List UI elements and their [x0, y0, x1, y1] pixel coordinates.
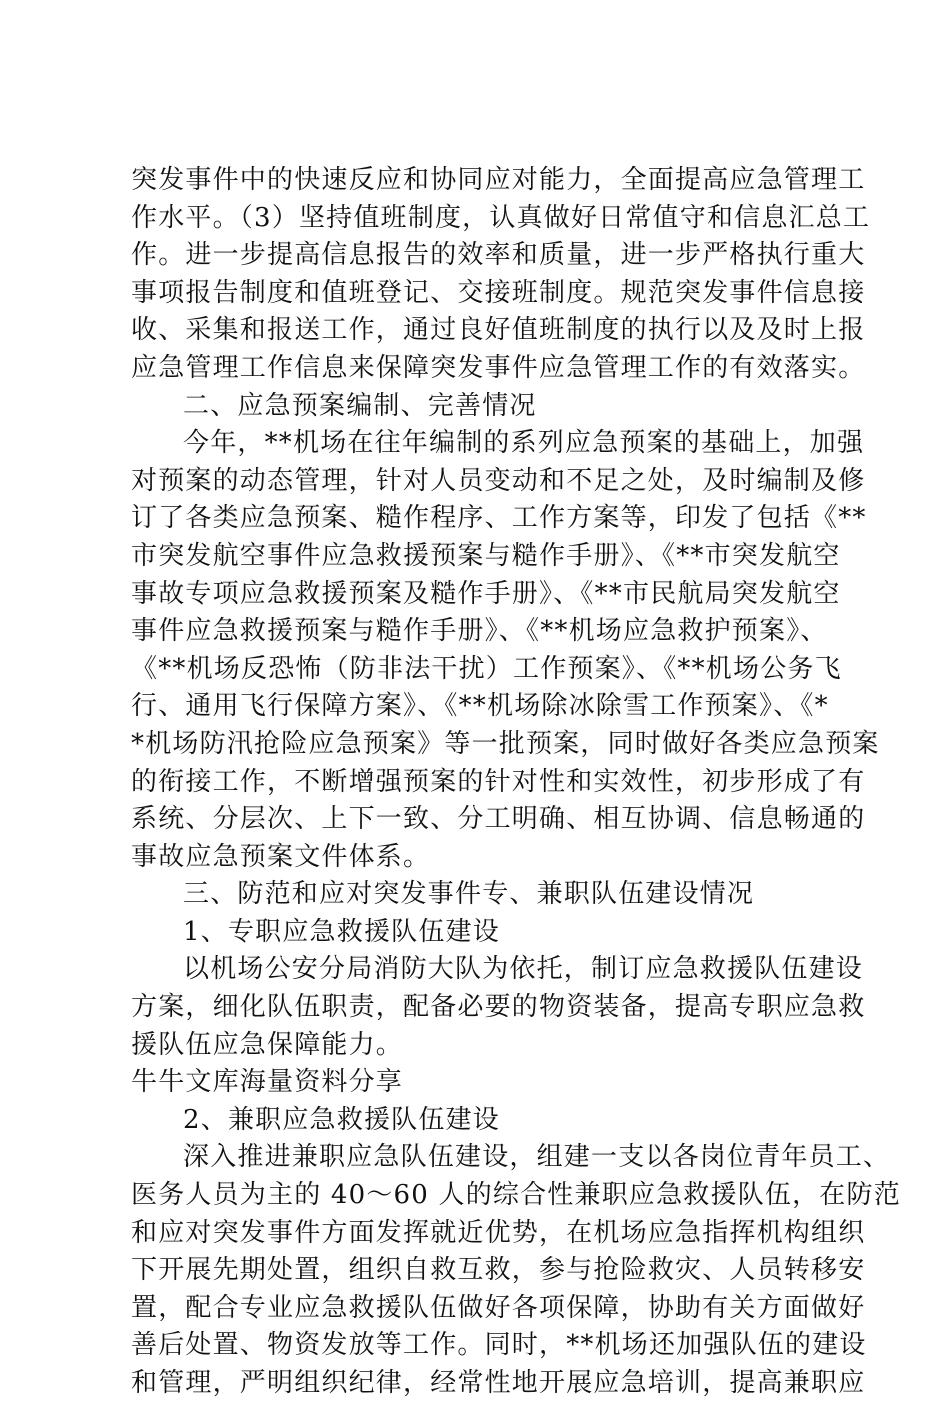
paragraph-line: 下开展先期处置，组织自救互救，参与抢险救灾、人员转移安: [131, 1255, 866, 1286]
paragraph-line: 援队伍应急保障能力。: [131, 1029, 404, 1060]
paragraph-line: 和管理，严明组织纪律，经常性地开展应急培训，提高兼职应: [131, 1368, 866, 1398]
paragraph-line: 事故专项应急救援预案及糙作手册》、《**市民航局突发航空: [131, 578, 841, 609]
document-body: [131, 162, 901, 1403]
paragraph-line: 事件应急救援预案与糙作手册》、《**机场应急救护预案》、: [131, 616, 828, 647]
paragraph-line: 深入推进兼职应急队伍建设，组建一支以各岗位青年员工、: [183, 1142, 891, 1173]
watermark-note: 牛牛文库海量资料分享: [131, 1067, 404, 1098]
paragraph-line: 《**机场反恐怖（防非法干扰）工作预案》、《**机场公务飞: [131, 653, 842, 684]
paragraph-line: 订了各类应急预案、糙作程序、工作方案等，印发了包括《**: [131, 503, 867, 534]
paragraph-line: 对预案的动态管理，针对人员变动和不足之处，及时编制及修: [131, 465, 866, 496]
paragraph-line: 应急管理工作信息来保障突发事件应急管理工作的有效落实。: [131, 352, 866, 383]
paragraph-line: 以机场公安分局消防大队为依托，制订应急救援队伍建设: [183, 954, 864, 985]
subsection-heading: 2、兼职应急救援队伍建设: [183, 1104, 500, 1135]
section-heading: 二、应急预案编制、完善情况: [183, 390, 537, 421]
paragraph-line: *机场防汛抢险应急预案》等一批预案，同时做好各类应急预案: [131, 728, 880, 759]
paragraph-line: 市突发航空事件应急救援预案与糙作手册》、《**市突发航空: [131, 540, 841, 571]
paragraph-line: 突发事件中的快速反应和协同应对能力，全面提高应急管理工: [131, 165, 866, 195]
subsection-heading: 1、专职应急救援队伍建设: [183, 916, 500, 947]
paragraph-line: 作。进一步提高信息报告的效率和质量，进一步严格执行重大: [131, 240, 866, 271]
paragraph-line: 系统、分层次、上下一致、分工明确、相互协调、信息畅通的: [131, 804, 866, 835]
paragraph-line: 行、通用飞行保障方案》、《**机场除冰除雪工作预案》、《*: [131, 691, 829, 722]
paragraph-line: 和应对突发事件方面发挥就近优势，在机场应急指挥机构组织: [131, 1217, 866, 1248]
paragraph-line: 收、采集和报送工作，通过良好值班制度的执行以及及时上报: [131, 315, 866, 346]
paragraph-line: 事故应急预案文件体系。: [131, 841, 431, 872]
paragraph-line: 事项报告制度和值班登记、交接班制度。规范突发事件信息接: [131, 277, 866, 308]
paragraph-line: 方案，细化队伍职责，配备必要的物资装备，提高专职应急救: [131, 992, 866, 1023]
paragraph-line: 医务人员为主的 40～60 人的综合性兼职应急救援队伍，在防范: [131, 1180, 901, 1211]
paragraph-line: 今年，**机场在往年编制的系列应急预案的基础上，加强: [183, 428, 865, 459]
paragraph-line: 善后处置、物资发放等工作。同时，**机场还加强队伍的建设: [131, 1330, 867, 1361]
paragraph-line: 的衔接工作，不断增强预案的针对性和实效性，初步形成了有: [131, 766, 866, 797]
paragraph-line: 置，配合专业应急救援队伍做好各项保障，协助有关方面做好: [131, 1292, 866, 1323]
section-heading: 三、防范和应对突发事件专、兼职队伍建设情况: [183, 879, 755, 910]
paragraph-line: 作水平。（3）坚持值班制度，认真做好日常值守和信息汇总工: [131, 202, 871, 233]
